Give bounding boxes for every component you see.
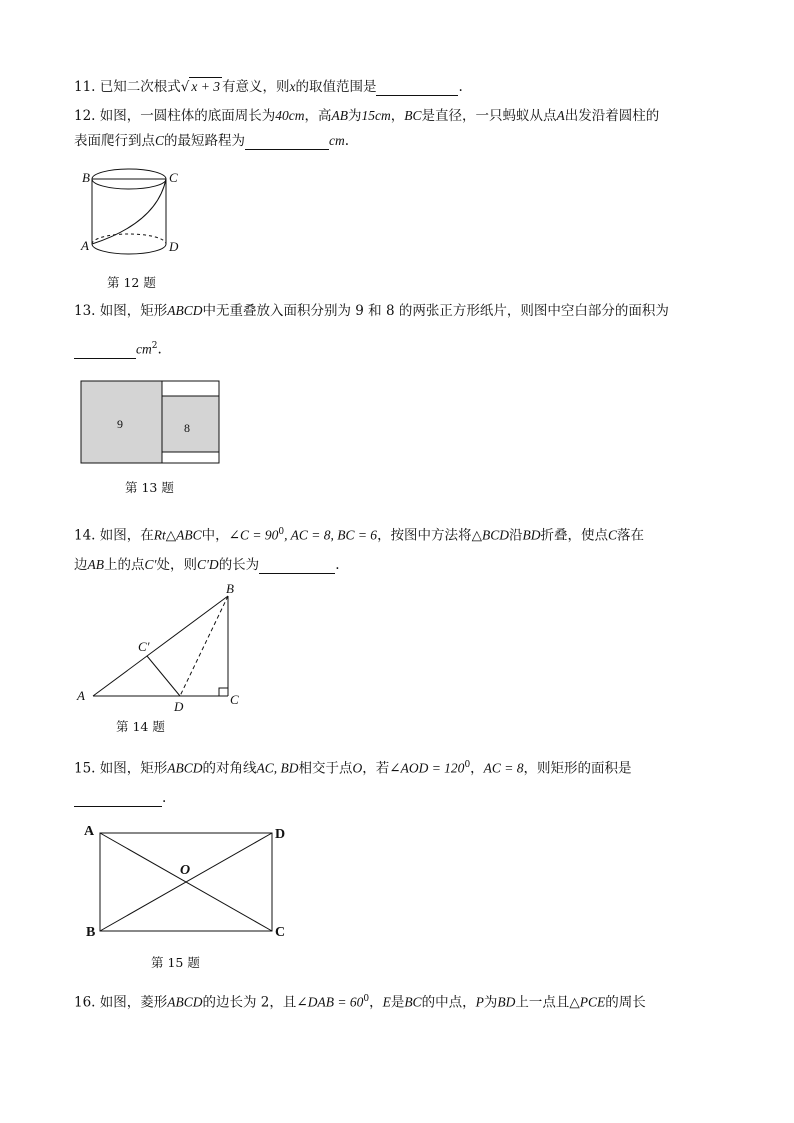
q15-v5: AC = 8 [483,760,524,776]
period: . [458,79,463,95]
q16-text-4: 是 [390,994,405,1011]
rectangle-diagonals-figure [80,822,295,942]
unit-exponent: 2 [151,341,158,351]
q15-v1: ABCD [167,760,203,776]
question-16-line-1 [74,990,646,1012]
q14-v9: C′D [196,557,219,572]
side-ab [93,596,228,696]
question-number: 16. [74,994,100,1011]
q14-text-2: 中， [201,527,229,544]
label-d: D [169,239,179,254]
q12-text-8: 的最短路程为 [164,133,246,149]
q15-text-2: 的对角线 [202,760,257,777]
label-c: C [230,692,239,707]
q12-text-3: 为 [348,108,362,124]
q16-v4: BC [404,994,422,1010]
unit: cm [329,133,345,148]
radical-sign: √ [180,79,190,95]
q14-v3: , AC = 8, BC = 6 [284,527,378,543]
q12-v3: 15cm [361,108,391,123]
unit: cm [136,341,152,357]
q14-v2: ∠C = 90 [228,527,279,543]
label-b: B [226,581,234,596]
q12-text-1: 如图，一圆柱体的底面周长为 [99,108,276,124]
q14-v5: BD [522,527,541,543]
label-d: D [174,699,184,714]
q16-text-3: ， [369,994,383,1011]
question-12-line-1 [74,107,659,125]
period: . [344,133,350,149]
q12-text-6: 出发沿着圆柱的 [564,108,660,124]
q15-v4: ∠AOD = 120 [389,760,465,776]
answer-blank[interactable] [245,135,329,150]
figure-caption: 第 15 题 [151,955,200,970]
label-a: A [84,824,95,839]
label-9: 9 [117,417,123,431]
q14-text-3: ，按图中方法将 [377,527,472,544]
q14-v1: Rt△ABC [153,527,202,543]
q14-v6: C [607,527,617,543]
label-c-prime: C′ [138,639,150,654]
question-15-line-1 [74,756,632,778]
q13-v1: ABCD [167,303,203,318]
q15-degree: 0 [464,760,471,770]
segment-cpd [147,656,180,696]
q14-text-4: 沿 [508,527,523,544]
answer-blank[interactable] [259,559,335,574]
q14-text-7: 边 [74,557,88,573]
q12-text-7: 表面爬行到点 [74,133,155,149]
q12-v5: A [556,108,565,123]
q16-v2: ∠DAB = 60 [296,994,364,1010]
q14-text-9: 处，则 [156,557,197,573]
q13-text-2: 中无重叠放入面积分别为 9 和 8 的两张正方形纸片，则图中空白部分的面积为 [202,303,669,319]
q15-v3: O [352,760,363,776]
period: . [157,341,162,358]
q12-v4: BC [404,108,422,123]
figure-caption: 第 14 题 [116,719,165,734]
q16-v7: △PCE [569,994,606,1010]
triangle-fold-figure [76,583,246,713]
q13-text-1: 如图，矩形 [99,303,168,319]
label-o: O [180,863,191,878]
q12-v6: C [155,133,165,148]
q16-v6: BD [497,994,516,1010]
q14-text-6: 落在 [616,527,644,544]
q15-text-1: 如图，矩形 [99,760,168,777]
question-number: 11. [74,79,100,95]
radicand: x + 3 [191,79,220,94]
q12-v1: 40cm [275,108,305,123]
period: . [335,557,340,573]
question-14-line-2 [74,556,339,574]
q14-v8: C′ [144,557,157,572]
question-number: 13. [74,303,100,319]
q11-var: x [289,79,296,94]
question-15-line-2 [74,789,166,807]
label-c: C [275,925,286,940]
q11-text-2: 有意义，则 [221,79,290,95]
answer-blank[interactable] [376,81,458,96]
question-13-line-2 [74,337,162,359]
label-c: C [169,170,178,185]
q11-text-3: 的取值范围是 [295,79,377,95]
question-14-line-1 [74,523,644,545]
q12-v2: AB [331,108,349,123]
question-12-line-2 [74,132,349,150]
question-number: 14. [74,527,100,544]
square-area-8 [162,396,219,452]
q15-text-4: ，若 [362,760,390,777]
cylinder-figure [80,168,190,268]
q15-text-3: 相交于点 [298,760,353,777]
q16-v5: P [475,994,484,1010]
q16-text-7: 上一点且 [515,994,570,1011]
answer-blank[interactable] [74,344,136,359]
q12-text-4: ， [390,108,405,124]
question-11 [74,77,463,96]
q12-text-5: 是直径，一只蚂蚁从点 [421,108,557,124]
q15-v2: AC, BD [256,760,299,776]
q16-v1: ABCD [167,994,203,1010]
q14-text-5: 折叠，使点 [540,527,608,544]
squares-figure [80,380,222,465]
question-number: 15. [74,760,100,777]
q12-text-2: ，高 [304,108,332,124]
right-angle-mark [219,688,228,696]
fold-line-bd [180,596,228,696]
q16-degree: 0 [363,994,370,1004]
q15-text-5: ， [470,760,484,777]
question-number: 12. [74,108,100,124]
q16-text-6: 为 [483,994,498,1011]
q14-text-1: 如图，在 [99,527,154,544]
q16-v3: E [382,994,391,1010]
q16-text-2: 的边长为 2，且 [202,994,297,1011]
question-13-line-1 [74,302,669,320]
label-b: B [86,925,96,940]
q16-text-1: 如图，菱形 [99,994,168,1011]
answer-blank[interactable] [74,792,162,807]
q14-text-10: 的长为 [218,557,260,573]
q15-text-6: ，则矩形的面积是 [523,760,632,777]
label-8: 8 [184,421,190,435]
cylinder-bottom-front [92,244,166,254]
q16-text-8: 的周长 [605,994,646,1011]
label-a: A [81,238,89,253]
label-d: D [275,827,286,842]
label-a: A [77,688,85,703]
q14-v7: AB [87,557,104,572]
q14-text-8: 上的点 [104,557,145,573]
q14-degree: 0 [278,527,285,537]
q16-text-5: 的中点， [421,994,476,1011]
q11-text-1: 已知二次根式 [99,79,181,95]
figure-caption: 第 12 题 [107,275,156,290]
q14-v4: △BCD [471,527,509,543]
period: . [162,790,167,806]
label-b: B [82,170,90,185]
figure-caption: 第 13 题 [125,480,174,495]
cylinder-bottom-back-dashed [92,234,166,244]
